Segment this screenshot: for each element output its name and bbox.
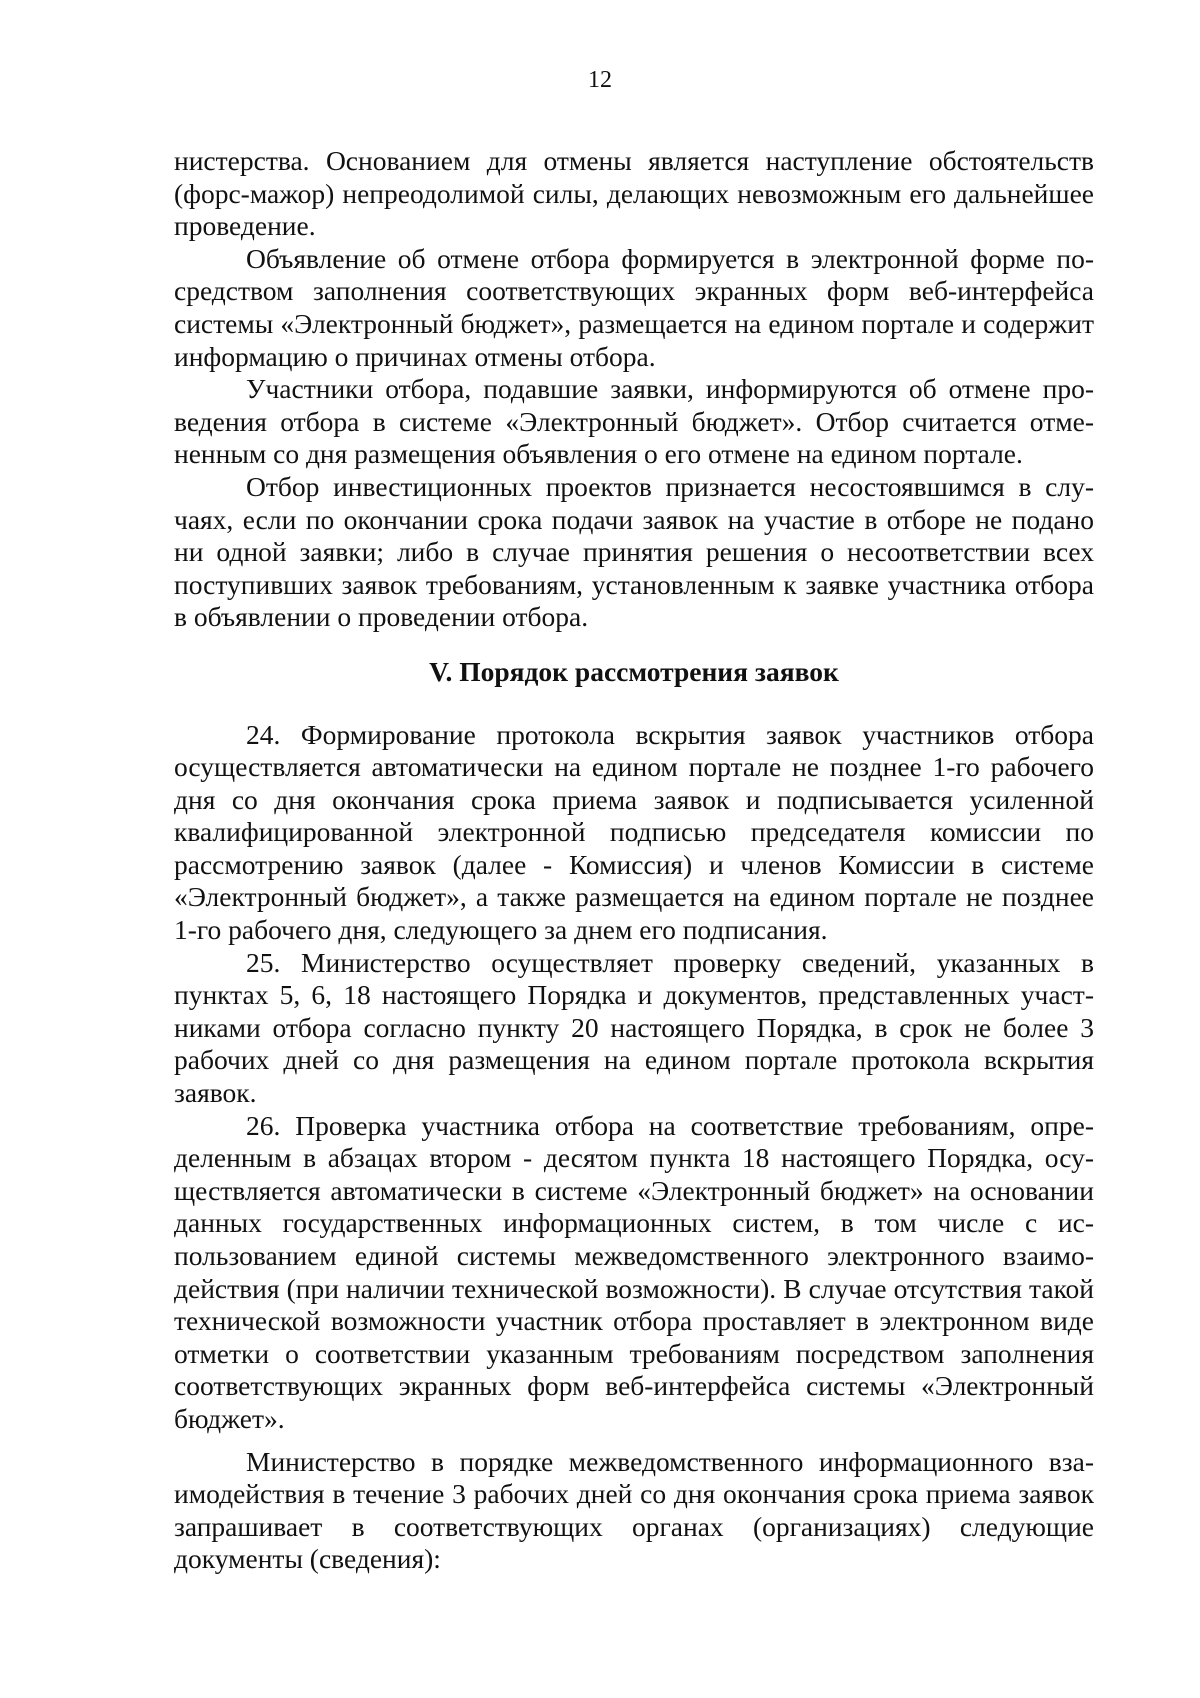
paragraph-continuation: нистерства. Основанием для отмены является наступление обстоятельств (форс-мажор) непреодолимой силы, делающих невозможным его дальнейшее проведение.: [174, 145, 1094, 242]
document-body: [174, 145, 1094, 1576]
paragraph-item-24: 24. Формирование протокола вскрытия заявок участников отбора осуществляется автоматически на едином портале не позднее 1-го рабочего дня со дня окончания срока приема заявок и подписывается усиленной квалифицированной электронной подписью председателя комиссии по рассмотрению заявок (далее - Комиссия) и членов Комиссии в системе «Электронный бюджет», а также размещается на едином портале не позднее 1-го рабочего дня, следующего за днем его подписания.: [174, 718, 1094, 946]
paragraph-selection-failed: Отбор инвестиционных проектов признается несостоявшимся в случаях, если по окончании срока подачи заявок на участие в отборе не подано ни одной заявки; либо в случае принятия решения о несоответствии всех поступивших заявок требованиям, установленным к заявке участника отбора в объявлении о проведении отбора.: [174, 470, 1094, 633]
paragraph-item-25: 25. Министерство осуществляет проверку сведений, указанных в пунктах 5, 6, 18 настоящего Порядка и документов, представленных участниками отбора согласно пункту 20 настоящего Порядка, в срок не более 3 рабочих дней со дня размещения на едином портале протокола вскрытия заявок.: [174, 946, 1094, 1109]
paragraph-cancellation-announcement: Объявление об отмене отбора формируется в электронной форме посредством заполнения соответствующих экранных форм веб-интерфейса системы «Электронный бюджет», размещается на едином портале и содержит информацию о причинах отмены отбора.: [174, 242, 1094, 372]
paragraph-ministry-request: Министерство в порядке межведомственного информационного взаимодействия в течение 3 рабочих дней со дня окончания срока приема заявок запрашивает в соответствующих органах (организациях) следующие документы (сведения):: [174, 1445, 1094, 1575]
paragraph-participants-informed: Участники отбора, подавшие заявки, информируются об отмене проведения отбора в системе «Электронный бюджет». Отбор считается отмененным со дня размещения объявления о его отмене на едином портале.: [174, 373, 1094, 470]
page-number: 12: [588, 67, 612, 93]
section-heading: V. Порядок рассмотрения заявок: [429, 655, 839, 687]
paragraph-item-26: 26. Проверка участника отбора на соответствие требованиям, определенным в абзацах втором - десятом пункта 18 настоящего Порядка, осуществляется автоматически в системе «Электронный бюджет» на основании данных государственных информационных систем, в том числе с использованием единой системы межведомственного электронного взаимодействия (при наличии технической возможности). В случае отсутствия такой технической возможности участник отбора проставляет в электронном виде отметки о соответствии указанным требованиям посредством заполнения соответствующих экранных форм веб-интерфейса системы «Электронный бюджет».: [174, 1109, 1094, 1434]
